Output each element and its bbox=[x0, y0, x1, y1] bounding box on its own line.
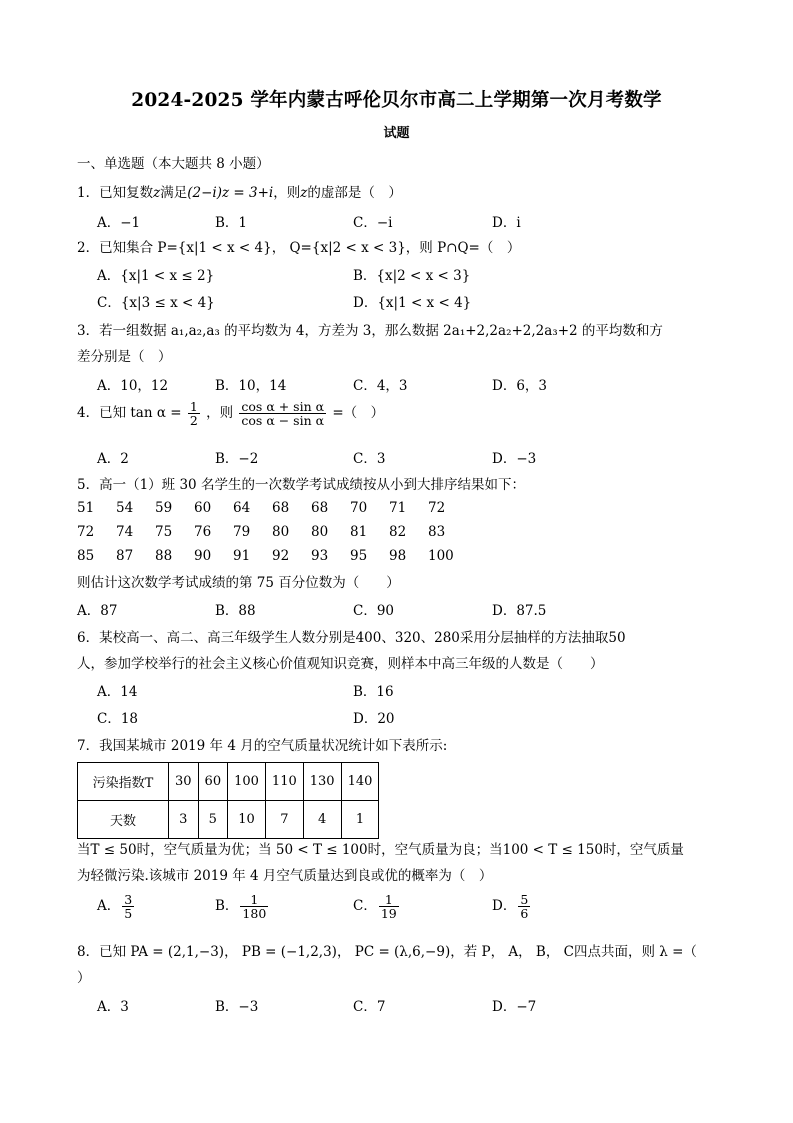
q3-option-c: C．4，3 bbox=[353, 378, 408, 394]
q4-option-a: A．2 bbox=[97, 451, 129, 467]
score-row bbox=[77, 548, 717, 564]
q6-option-d: D．20 bbox=[353, 711, 395, 727]
question-8-stem-line2: ） bbox=[77, 970, 91, 986]
q8-option-c: C．7 bbox=[353, 999, 386, 1015]
score-value: 74 bbox=[116, 524, 134, 540]
q1-option-b: B．1 bbox=[215, 215, 248, 231]
q7-option-b: B． $\frac{1}{180}$ bbox=[215, 892, 267, 922]
table-cell: 100 bbox=[228, 763, 266, 801]
q2-option-d: D．{x|1 < x < 4} bbox=[353, 295, 472, 311]
table-cell: 140 bbox=[341, 763, 379, 801]
question-8-stem-line1: 8．已知 PA = (2,1,−3)， PB = (−1,2,3)， PC = (λ,6,−9)，若 P， A， B， C四点共面，则 λ =（ bbox=[77, 944, 697, 960]
q2-option-a: A．{x|1 < x ≤ 2} bbox=[97, 268, 215, 284]
q8-option-d: D．−7 bbox=[492, 999, 537, 1015]
score-value: 92 bbox=[272, 548, 290, 564]
score-value: 80 bbox=[311, 524, 329, 540]
q6-option-b: B．16 bbox=[353, 684, 394, 700]
score-value: 80 bbox=[272, 524, 290, 540]
fraction: $\frac{1}{19}$ bbox=[380, 892, 397, 922]
score-value: 68 bbox=[311, 500, 329, 516]
q1-option-d: D．i bbox=[492, 215, 521, 231]
q5-option-a: A．87 bbox=[77, 603, 118, 619]
table-header-cell: 污染指数T bbox=[78, 763, 169, 801]
score-value: 54 bbox=[116, 500, 134, 516]
q7-option-a: A． $\frac{3}{5}$ bbox=[97, 892, 133, 922]
score-value: 76 bbox=[194, 524, 212, 540]
score-row bbox=[77, 500, 717, 516]
fraction: $\frac{3}{5}$ bbox=[124, 892, 133, 922]
score-value: 87 bbox=[116, 548, 134, 564]
question-3-stem-line1: 3．若一组数据 a₁,a₂,a₃ 的平均数为 4，方差为 3，那么数据 2a₁+2,2a₂+2,2a₃+2 的平均数和方 bbox=[77, 323, 663, 339]
q1-option-a: A．−1 bbox=[97, 215, 141, 231]
q3-option-a: A．10，12 bbox=[97, 378, 169, 394]
q8-option-b: B．−3 bbox=[215, 999, 259, 1015]
q7-option-d: D． $\frac{5}{6}$ bbox=[492, 892, 529, 922]
q7-option-c: C． $\frac{1}{19}$ bbox=[353, 892, 397, 922]
q1-option-c: C．−i bbox=[353, 215, 393, 231]
score-value: 100 bbox=[428, 548, 454, 564]
q2-option-c: C．{x|3 ≤ x < 4} bbox=[97, 295, 215, 311]
score-value: 71 bbox=[389, 500, 407, 516]
table-cell: 5 bbox=[198, 801, 228, 839]
question-1-stem: 1．已知复数z满足(2−i)z = 3+i，则z的虚部是（ ） bbox=[77, 185, 402, 201]
question-5-question: 则估计这次数学考试成绩的第 75 百分位数为（ ） bbox=[77, 575, 400, 591]
fraction: $\frac{1}{180}$ bbox=[242, 892, 267, 922]
table-row bbox=[78, 801, 379, 839]
score-value: 93 bbox=[311, 548, 329, 564]
score-value: 81 bbox=[350, 524, 368, 540]
table-row bbox=[78, 763, 379, 801]
question-4-stem: 4．已知 tan α = $\frac{1}{2}$ ，则 $\frac{\text{cos α + sin α}}{\text{cos α − sin α}}$ =（ ） bbox=[77, 399, 385, 429]
q3-option-d: D．6，3 bbox=[492, 378, 548, 394]
page-title: 2024-2025 学年内蒙古呼伦贝尔市高二上学期第一次月考数学 bbox=[131, 90, 662, 111]
fraction: $\frac{5}{6}$ bbox=[520, 892, 529, 922]
score-value: 79 bbox=[233, 524, 251, 540]
question-7-text-line1: 当T ≤ 50时，空气质量为优；当 50 < T ≤ 100时，空气质量为良；当100 < T ≤ 150时，空气质量 bbox=[77, 842, 684, 858]
score-row bbox=[77, 524, 717, 540]
table-cell: 60 bbox=[198, 763, 228, 801]
table-cell: 130 bbox=[303, 763, 341, 801]
score-value: 51 bbox=[77, 500, 95, 516]
table-cell: 10 bbox=[228, 801, 266, 839]
score-value: 68 bbox=[272, 500, 290, 516]
score-value: 98 bbox=[389, 548, 407, 564]
score-value: 83 bbox=[428, 524, 446, 540]
table-cell: 110 bbox=[265, 763, 303, 801]
score-value: 72 bbox=[77, 524, 95, 540]
score-value: 95 bbox=[350, 548, 368, 564]
question-6-stem-line1: 6．某校高一、高二、高三年级学生人数分别是400、320、280采用分层抽样的方法抽取50 bbox=[77, 630, 626, 646]
q6-option-a: A．14 bbox=[97, 684, 138, 700]
q5-option-d: D．87.5 bbox=[492, 603, 547, 619]
table-cell: 3 bbox=[169, 801, 199, 839]
table-cell: 30 bbox=[169, 763, 199, 801]
score-value: 64 bbox=[233, 500, 251, 516]
q8-option-a: A．3 bbox=[97, 999, 129, 1015]
question-3-stem-line2: 差分别是（ ） bbox=[77, 349, 172, 365]
fraction: $\frac{1}{2}$ bbox=[189, 399, 198, 429]
score-value: 60 bbox=[194, 500, 212, 516]
table-cell: 4 bbox=[303, 801, 341, 839]
score-value: 85 bbox=[77, 548, 95, 564]
score-value: 70 bbox=[350, 500, 368, 516]
pollution-table bbox=[77, 762, 379, 839]
q5-option-c: C．90 bbox=[353, 603, 395, 619]
question-6-stem-line2: 人，参加学校举行的社会主义核心价值观知识竞赛，则样本中高三年级的人数是（ ） bbox=[77, 656, 604, 672]
score-value: 91 bbox=[233, 548, 251, 564]
score-value: 88 bbox=[155, 548, 173, 564]
page-subtitle: 试题 bbox=[383, 126, 410, 141]
q4-option-b: B．−2 bbox=[215, 451, 259, 467]
score-value: 75 bbox=[155, 524, 173, 540]
table-cell: 7 bbox=[265, 801, 303, 839]
table-header-cell: 天数 bbox=[78, 801, 169, 839]
table-cell: 1 bbox=[341, 801, 379, 839]
q5-option-b: B．88 bbox=[215, 603, 256, 619]
question-7-stem: 7．我国某城市 2019 年 4 月的空气质量状况统计如下表所示: bbox=[77, 738, 448, 754]
q4-option-d: D．−3 bbox=[492, 451, 537, 467]
score-value: 72 bbox=[428, 500, 446, 516]
score-value: 82 bbox=[389, 524, 407, 540]
q4-option-c: C．3 bbox=[353, 451, 386, 467]
question-5-stem: 5．高一（1）班 30 名学生的一次数学考试成绩按从小到大排序结果如下： bbox=[77, 477, 525, 493]
q3-option-b: B．10，14 bbox=[215, 378, 287, 394]
question-7-text-line2: 为轻微污染.该城市 2019 年 4 月空气质量达到良或优的概率为（ ） bbox=[77, 868, 493, 884]
q2-option-b: B．{x|2 < x < 3} bbox=[353, 268, 471, 284]
q6-option-c: C．18 bbox=[97, 711, 139, 727]
question-2-stem: 2．已知集合 P={x|1 < x < 4}， Q={x|2 < x < 3}，则 P∩Q=（ ） bbox=[77, 240, 521, 256]
section-heading: 一、单选题（本大题共 8 小题） bbox=[77, 156, 270, 172]
fraction: $\frac{\text{cos α + sin α}}{\text{cos α − sin α}}$ bbox=[241, 399, 325, 429]
score-value: 59 bbox=[155, 500, 173, 516]
score-value: 90 bbox=[194, 548, 212, 564]
